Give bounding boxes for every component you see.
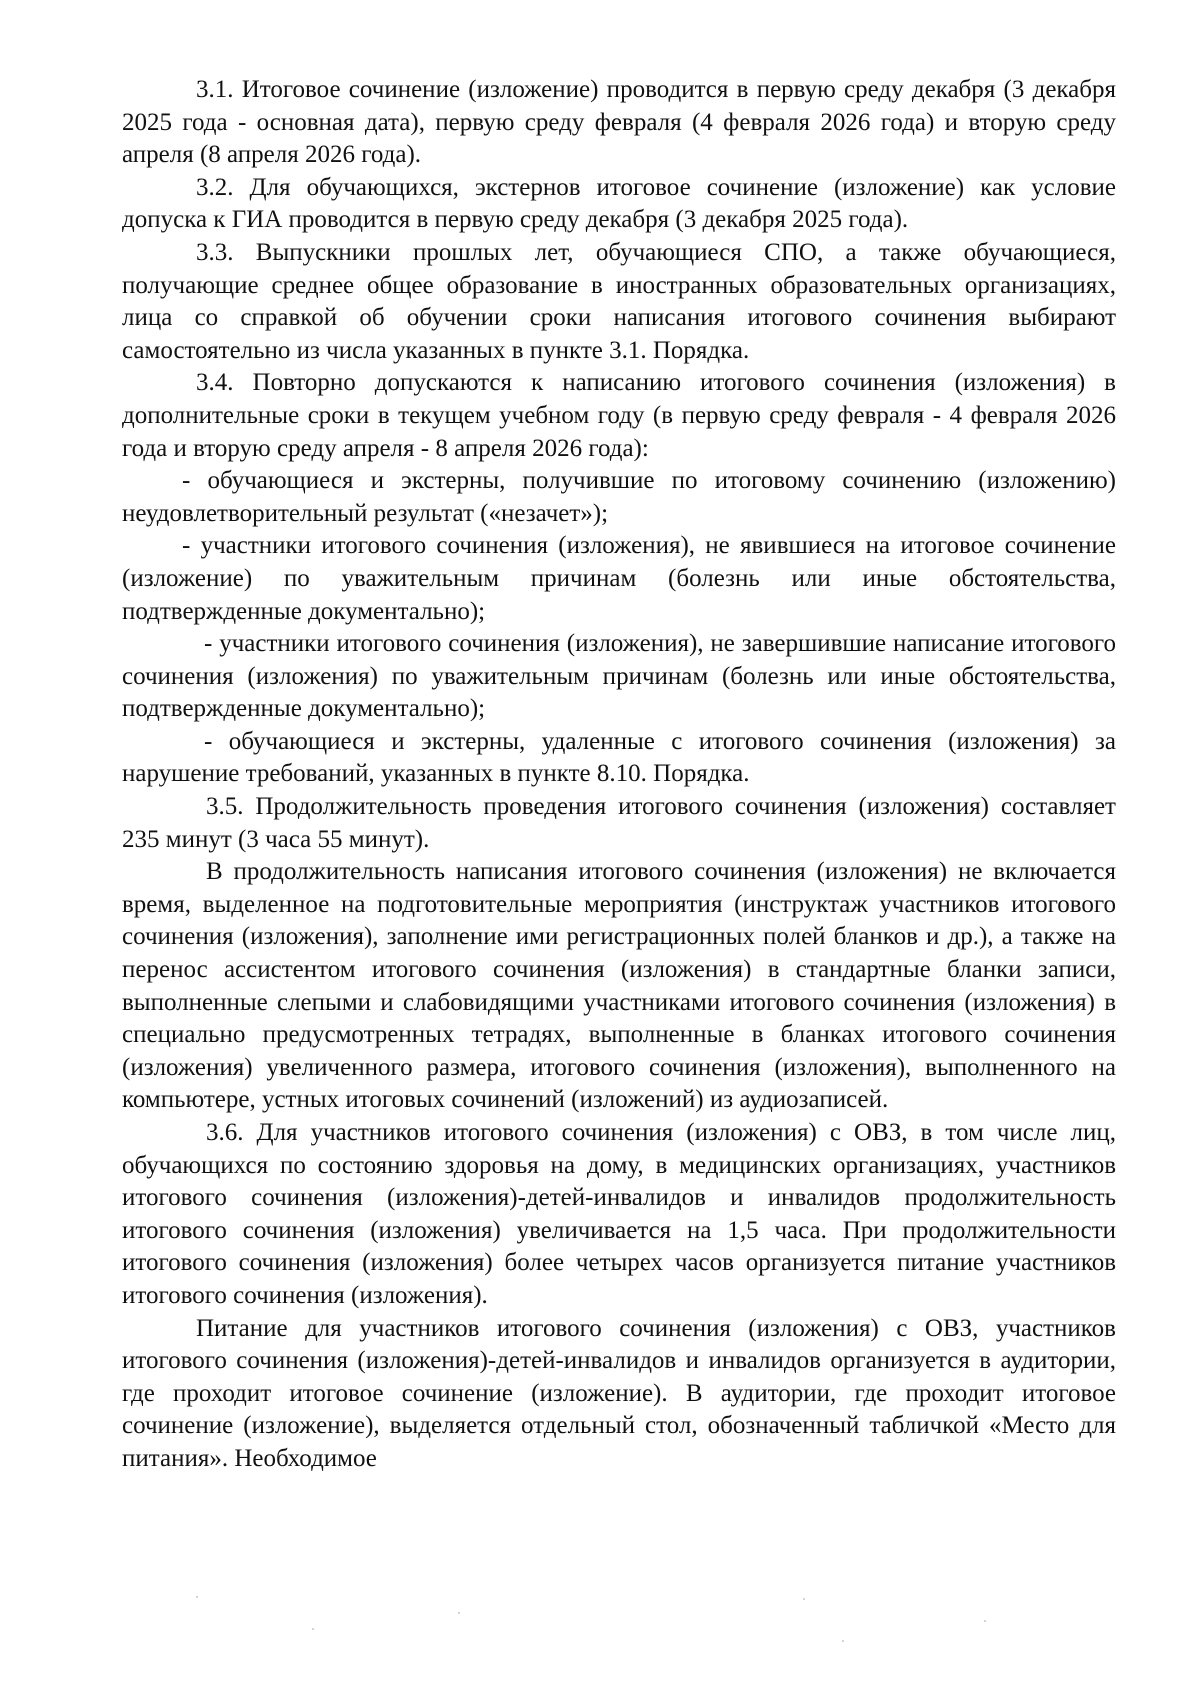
document-body xyxy=(122,74,1116,1476)
scan-speck xyxy=(196,1596,198,1598)
paragraph-3-6: 3.6. Для участников итогового сочинения (изложения) с ОВЗ, в том числе лиц, обучающихся по состоянию здоровья на дому, в медицинских организациях, участников итогового сочинения (изложения)-детей-инвалидов и инвалидов продолжительность итогового сочинения (изложения) увеличивается на 1,5 часа. При продолжительности итогового сочинения (изложения) более четырех часов организуется питание участников итогового сочинения (изложения). xyxy=(122,1119,1116,1309)
paragraph-3-4: 3.4. Повторно допускаются к написанию итогового сочинения (изложения) в дополнительные сроки в текущем учебном году (в первую среду февраля - 4 февраля 2026 года и вторую среду апреля - 8 апреля 2026 года): xyxy=(122,369,1116,462)
paragraph-3-5: 3.5. Продолжительность проведения итогового сочинения (изложения) составляет 235 минут (3 часа 55 минут). xyxy=(122,793,1116,853)
list-item-absent: - участники итогового сочинения (изложения), не явившиеся на итоговое сочинение (изложение) по уважительным причинам (болезнь или иные обстоятельства, подтвержденные документально); xyxy=(122,532,1116,625)
paragraph-3-1: 3.1. Итоговое сочинение (изложение) проводится в первую среду декабря (3 декабря 2025 года - основная дата), первую среду февраля (4 февраля 2026 года) и вторую среду апреля (8 апреля 2026 года). xyxy=(122,76,1116,169)
list-item-unsatisfactory: - обучающиеся и экстерны, получившие по итоговому сочинению (изложению) неудовлетворительный результат («незачет»); xyxy=(122,467,1116,527)
scan-speck xyxy=(312,1628,314,1630)
paragraph-3-2: 3.2. Для обучающихся, экстернов итоговое сочинение (изложение) как условие допуска к ГИА проводится в первую среду декабря (3 декабря 2025 года). xyxy=(122,173,1116,234)
scan-speck xyxy=(842,1640,844,1642)
list-item-not-finished: - участники итогового сочинения (изложения), не завершившие написание итогового сочинения (изложения) по уважительным причинам (болезнь или иные обстоятельства, подтвержденные документально); xyxy=(122,630,1116,723)
paragraph-meals: Питание для участников итогового сочинения (изложения) с ОВЗ, участников итогового сочинения (изложения)-детей-инвалидов и инвалидов организуется в аудитории, где проходит итоговое сочинение (изложение). В аудитории, где проходит итоговое сочинение (изложение), выделяется отдельный стол, обозначенный табличкой «Место для питания». Необходимое xyxy=(122,1314,1116,1472)
paragraph-3-3: 3.3. Выпускники прошлых лет, обучающиеся СПО, а также обучающиеся, получающие среднее общее образование в иностранных образовательных организациях, лица со справкой об обучении сроки написания итогового сочинения выбирают самостоятельно из числа указанных в пункте 3.1. Порядка. xyxy=(122,238,1116,364)
list-item-removed: - обучающиеся и экстерны, удаленные с итогового сочинения (изложения) за нарушение требований, указанных в пункте 8.10. Порядка. xyxy=(122,727,1116,788)
scan-speck xyxy=(803,1598,805,1600)
scan-speck xyxy=(984,1620,986,1622)
scan-speck xyxy=(458,1612,460,1614)
paragraph-duration-exclusions: В продолжительность написания итогового сочинения (изложения) не включается время, выделенное на подготовительные мероприятия (инструктаж участников итогового сочинения (изложения), заполнение ими регистрационных полей бланков и др.), а также на перенос ассистентом итогового сочинения (изложения) в стандартные бланки записи, выполненные слепыми и слабовидящими участниками итогового сочинения (изложения) в специально предусмотренных тетрадях, выполненные в бланках итогового сочинения (изложения) увеличенного размера, итогового сочинения (изложения), выполненного на компьютере, устных итоговых сочинений (изложений) из аудиозаписей. xyxy=(122,858,1116,1114)
